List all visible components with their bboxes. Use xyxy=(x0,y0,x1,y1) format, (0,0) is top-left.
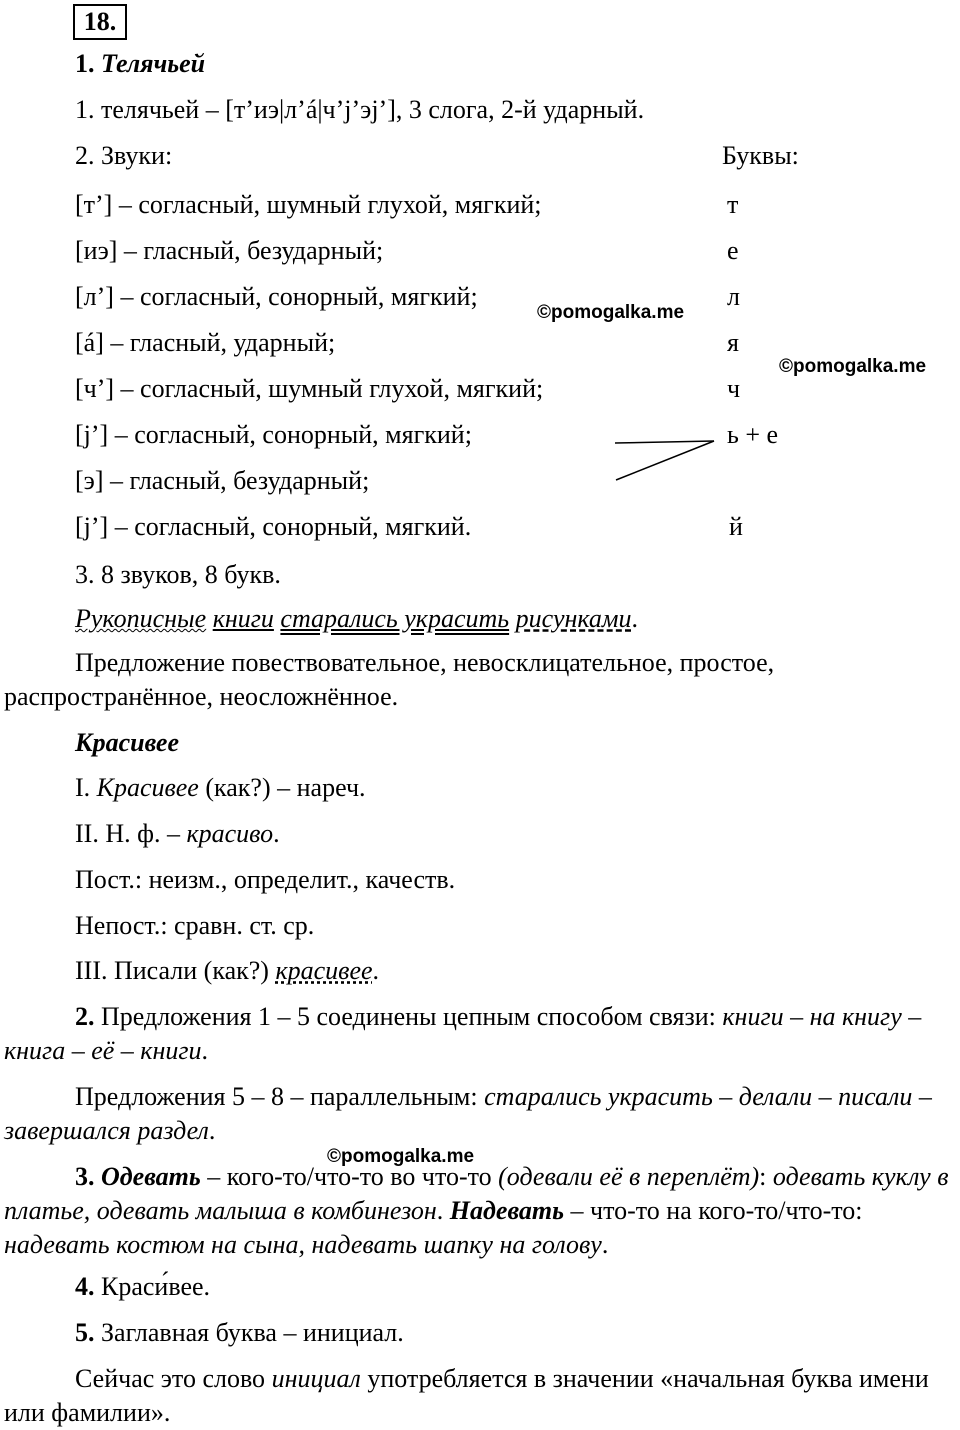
letter-link-lines xyxy=(610,436,720,486)
sentence-word-object: рисунками xyxy=(515,604,632,633)
adverb-role-word: красивее xyxy=(275,956,373,985)
section2-paragraph-2: Предложения 5 – 8 – параллельным: старались украсить – делали – писали – завершался раздел. xyxy=(4,1082,932,1145)
section1-heading xyxy=(75,48,205,80)
adverb-line-4: Непост.: сравн. ст. ср. xyxy=(75,911,315,940)
task-number-box: 18. xyxy=(73,4,127,40)
section5-number: 5. xyxy=(75,1318,95,1347)
letter-row-5: ч xyxy=(727,374,741,403)
section3-number: 3. xyxy=(75,1162,95,1191)
letter-row-8: й xyxy=(729,512,743,541)
section5-line: 5. Заглавная буква – инициал. xyxy=(75,1318,404,1347)
sounds-label: 2. Звуки: xyxy=(75,141,173,170)
watermark-2: ©pomogalka.me xyxy=(779,356,927,377)
section2-paragraph-1: 2. Предложения 1 – 5 соединены цепным способом связи: книги – на книгу – книга – её – книги. xyxy=(4,1002,922,1065)
sound-row-4: [á] – гласный, ударный; xyxy=(75,328,336,357)
sentence-word-predicate: старались украсить xyxy=(280,604,510,633)
adverb-line-5: III. Писали (как?) красивее. xyxy=(75,956,380,985)
sound-row-1: [т’] – согласный, шумный глухой, мягкий; xyxy=(75,190,542,219)
sound-row-6: [j’] – согласный, сонорный, мягкий; xyxy=(75,420,472,449)
section1-word: Телячьей xyxy=(101,49,206,78)
sentence-word-subject: книги xyxy=(212,604,274,633)
section3-paragraph: 3. Одевать – кого-то/что-то во что-то (одевали её в переплёт): одевать куклу в платье, одевать малыша в комбинезон. Надевать – что-то на кого-то/что-то: надевать костюм на сына, надевать шапку на голову. xyxy=(4,1162,949,1259)
adverb-title: Красивее xyxy=(75,728,180,757)
section4-number: 4. xyxy=(75,1272,95,1301)
letter-row-1: т xyxy=(727,190,739,219)
adverb-line-3: Пост.: неизм., определит., качеств. xyxy=(75,865,456,894)
sentence-end: . xyxy=(631,604,639,633)
sound-letter-summary: 3. 8 звуков, 8 букв. xyxy=(75,560,281,589)
letters-label: Буквы: xyxy=(722,141,799,170)
section4-line: 4. Краси́вее. xyxy=(75,1272,211,1301)
letter-row-2: е xyxy=(727,236,739,265)
sentence-word-attribute: Рукописные xyxy=(75,604,207,633)
letter-row-6: ь + е xyxy=(727,420,779,449)
adverb-line-2: II. Н. ф. – красиво. xyxy=(75,819,280,848)
sound-row-7: [э] – гласный, безударный; xyxy=(75,466,370,495)
section1-number: 1. xyxy=(75,49,95,78)
sound-row-3: [л’] – согласный, сонорный, мягкий; xyxy=(75,282,478,311)
link-line-diagonal xyxy=(616,441,714,480)
section3-word-2: Надевать xyxy=(449,1196,565,1225)
letter-row-3: л xyxy=(727,282,740,311)
letter-row-4: я xyxy=(727,328,739,357)
sound-row-5: [ч’] – согласный, шумный глухой, мягкий; xyxy=(75,374,544,403)
section3-word-1: Одевать xyxy=(101,1162,201,1191)
adverb-initial-form: красиво xyxy=(186,819,274,848)
transcription-line: 1. телячьей – [т’иэ|л’á|ч’j’эj’], 3 слога, 2-й ударный. xyxy=(75,95,645,124)
analyzed-sentence xyxy=(75,603,638,635)
adverb-line-1: I. Красивее (как?) – нареч. xyxy=(75,773,366,802)
sentence-description: Предложение повествовательное, невосклицательное, простое, распространённое, неосложнённое. xyxy=(4,648,775,711)
adverb-word: Красивее xyxy=(96,773,199,802)
sound-row-2: [иэ] – гласный, безударный; xyxy=(75,236,384,265)
section2-number: 2. xyxy=(75,1002,95,1031)
section5-paragraph: Сейчас это слово инициал употребляется в значении «начальная буква имени или фамилии». xyxy=(4,1364,929,1427)
sound-row-8: [j’] – согласный, сонорный, мягкий. xyxy=(75,512,472,541)
link-line-top xyxy=(615,441,714,443)
watermark-1: ©pomogalka.me xyxy=(537,302,685,323)
watermark-3: ©pomogalka.me xyxy=(327,1146,475,1167)
